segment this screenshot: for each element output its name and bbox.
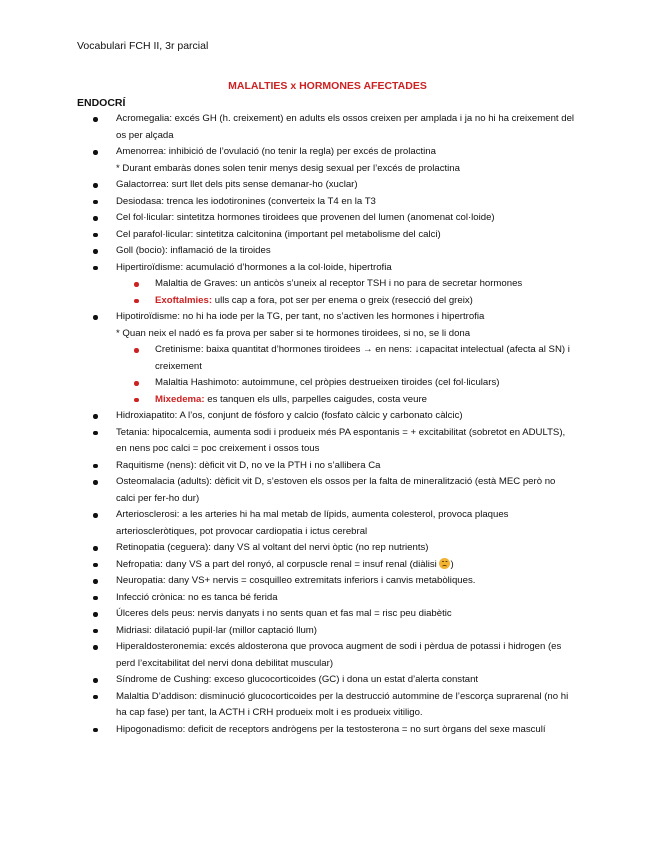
list-item: Desiodasa: trenca les iodotironines (converteix la T4 en la T3: [77, 194, 577, 211]
list-note: * Quan neix el nadó es fa prova per saber si te hormones tiroidees, si no, se li dona: [116, 327, 471, 339]
list-item: Acromegalia: excés GH (h. creixement) en adults els ossos creixen per amplada i ja no hi ha creixement del os per alçada: [77, 111, 577, 144]
list-item: Tetania: hipocalcemia, aumenta sodi i produeix més PA espontanis = + excitabilitat (sobretot en ADULTS), en nens poc calci = poc creixement i ossos tous: [77, 425, 577, 458]
list-item: Neuropatia: dany VS+ nervis = cosquilleo extremitats inferiors i canvis metabòliques.: [77, 573, 577, 590]
document-title: MALALTIES x HORMONES AFECTADES: [228, 80, 427, 92]
bullet-list: [77, 111, 577, 738]
sub-list-item: Exoftalmies: ulls cap a fora, pot ser per enema o greix (resecció del greix): [77, 293, 577, 310]
list-item: Úlceres dels peus: nervis danyats i no sents quan et fas mal = risc peu diabètic: [77, 606, 577, 623]
list-item: Síndrome de Cushing: exceso glucocorticoides (GC) i dona un estat d’alerta constant: [77, 672, 577, 689]
list-item: Nefropatia: dany VS a part del ronyó, al corpuscle renal = insuf renal (diàlisi ): [77, 557, 577, 574]
list-item: Malaltia D’addison: disminució glucocorticoides per la destrucció autommine de l’escorça suprarenal (no hi ha cap fase) per tant, la ACTH i CRH produeix molt i es produeix vitiligo.: [77, 689, 577, 722]
sub-list-item: Cretinisme: baixa quantitat d’hormones tiroidees → en nens: ↓capacitat intelectual (afecta al SN) i creixement: [77, 342, 577, 375]
list-item: Amenorrea: inhibició de l’ovulació (no tenir la regla) per excés de prolactina: [77, 144, 577, 161]
list-item: Galactorrea: surt llet dels pits sense demanar-ho (xuclar): [77, 177, 577, 194]
list-item: Cel fol·licular: sintetitza hormones tiroidees que provenen del lumen (anomenat col·loide): [77, 210, 577, 227]
list-note: * Durant embaràs dones solen tenir menys desig sexual per l’excés de prolactina: [116, 162, 460, 174]
page-header: Vocabulari FCH II, 3r parcial: [77, 40, 209, 52]
sub-list-item: Mixedema: es tanquen els ulls, parpelles caigudes, costa veure: [77, 392, 577, 409]
list-item: Midriasi: dilatació pupil·lar (millor captació llum): [77, 623, 577, 640]
highlighted-term: Exoftalmies:: [155, 294, 213, 306]
list-item: Goll (bocio): inflamació de la tiroides: [77, 243, 577, 260]
list-item: Hidroxiapatito: A l’os, conjunt de fósforo y calcio (fosfato càlcic y carbonato càlcic): [77, 408, 577, 425]
list-item: Arteriosclerosi: a les arteries hi ha mal metab de lípids, aumenta colesterol, provoca plaques arterioscleròtiques, pot provocar cardiopatia i ictus cerebral: [77, 507, 577, 540]
sub-list-item: Malaltia de Graves: un anticòs s’uneix al receptor TSH i no para de secretar hormones: [77, 276, 577, 293]
list-item: Hipotiroïdisme: no hi ha iode per la TG, per tant, no s’activen les hormones i hipertrofia: [77, 309, 577, 326]
sad-face-icon: [439, 558, 450, 569]
list-item: Hipogonadismo: deficit de receptors andrògens per la testosterona = no surt òrgans del sexe masculí: [77, 722, 577, 739]
list-item: Retinopatia (ceguera): dany VS al voltant del nervi òptic (no rep nutrients): [77, 540, 577, 557]
list-item: Osteomalacia (adults): dèficit vit D, s’estoven els ossos per la falta de mineralització (està MEC però no calci per fer-ho dur): [77, 474, 577, 507]
sub-list-item: Malaltia Hashimoto: autoimmune, cel pròpies destrueixen tiroides (cel fol·liculars): [77, 375, 577, 392]
list-item: Cel parafol·licular: sintetitza calcitonina (important pel metabolisme del calci): [77, 227, 577, 244]
list-item: Infecció crònica: no es tanca bé ferida: [77, 590, 577, 607]
list-item: Hipertiroïdisme: acumulació d’hormones a la col·loide, hipertrofia: [77, 260, 577, 277]
list-item: Raquitisme (nens): dèficit vit D, no ve la PTH i no s’allibera Ca: [77, 458, 577, 475]
section-heading: ENDOCRÍ: [77, 97, 126, 109]
highlighted-term: Mixedema:: [155, 393, 205, 405]
list-item: Hiperaldosteronemia: excés aldosterona que provoca augment de sodi i pèrdua de potassi i hidrogen (es perd l’excitabilitat del nervi dona debilitat muscular): [77, 639, 577, 672]
